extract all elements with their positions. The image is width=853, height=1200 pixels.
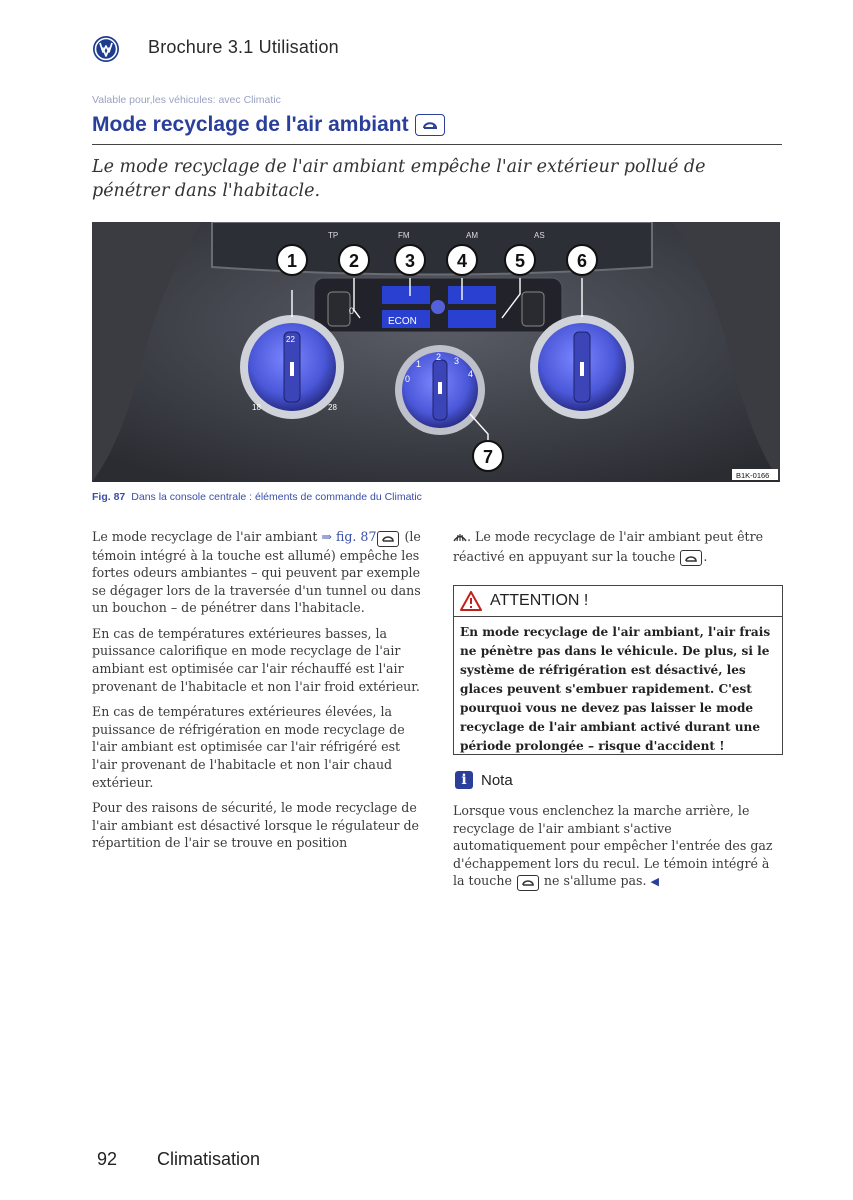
figure-code: B1K-0166 [736,471,770,480]
defrost-icon [453,530,467,548]
fan-level-label: 0 [405,374,411,384]
lead-paragraph: Le mode recyclage de l'air ambiant empêche l'air extérieur pollué de pénétrer dans l'habitacle. [92,157,706,201]
callout-5: 5 [514,251,526,271]
callout-3: 3 [404,251,416,271]
callout-6: 6 [576,251,588,271]
warning-box [453,585,783,755]
figure-reference-link[interactable]: ⇒ fig. 87 [321,529,377,544]
paragraph-text: (le témoin intégré à la touche est allumé) empêche les fortes odeurs ambiantes – qui peuvent par exemple se dégager lors de la traversée d'un tunnel ou dans un bouchon – de pénétrer dans l'habitacle. [92,529,421,616]
paragraph: En cas de températures extérieures basses, la puissance calorifique en mode recyclage de l'air ambiant est optimisée car l'air réchauffé est l'air provenant de l'habitacle et non l'air froid extérieur. [92,625,420,694]
temp-low-label: 18 [252,403,261,412]
temp-high-label: 28 [328,403,337,412]
paragraph-text: ne s'allume pas. [539,873,651,889]
chapter-title: Climatisation [157,1149,261,1169]
info-icon: i [455,771,473,789]
climatic-console-figure [92,222,780,482]
left-column [92,528,422,860]
warning-title: ATTENTION ! [490,592,589,609]
paragraph-text: . [703,548,708,564]
vw-logo-icon [92,35,120,63]
paragraph: Pour des raisons de sécurité, le mode recyclage de l'air ambiant est désactivé lorsque le régulateur de répartition de l'air se trouve en position [92,800,420,851]
callout-4: 4 [456,251,468,271]
section-title [92,113,445,137]
paragraph-text: . Le mode recyclage de l'air ambiant peut être réactivé en appuyant sur la touche [453,529,764,564]
warning-text: En mode recyclage de l'air ambiant, l'air frais ne pénètre pas dans le véhicule. De plus, si le système de réfrigération est désactivé, les glaces peuvent s'embuer rapidement. C'est pourquoi vous ne devez pas laisser le mode recyclage de l'air ambiant activé durant une période prolongée – risque d'accident ! [460,625,771,753]
callout-1: 1 [286,251,298,271]
radio-label: AM [466,231,478,240]
figure-caption-text: Dans la console centrale : éléments de commande du Climatic [131,491,422,503]
right-column [453,528,783,574]
paragraph [92,528,422,617]
fan-level-label: 1 [416,359,422,369]
radio-label: TP [328,231,339,240]
note-title: Nota [481,771,513,789]
fan-level-label: 3 [454,356,460,366]
air-recirculation-icon [680,550,702,566]
warning-triangle-icon [460,591,482,611]
note-text [453,802,783,899]
econ-label: ECON [388,316,417,327]
validity-note: Valable pour,les véhicules: avec Climatic [92,94,281,106]
temp-mid-label: 22 [286,335,295,344]
paragraph [453,528,783,566]
seat-heat-label: 0 [349,306,355,316]
paragraph [453,802,783,891]
note-header [455,771,513,789]
end-mark-icon: ◀ [650,875,659,889]
figure-number: Fig. 87 [92,491,126,503]
paragraph-text: Lorsque vous enclenchez la marche arrière, le recyclage de l'air ambiant s'active automatiquement pour empêcher l'entrée des gaz d'échappement lors du recul. Le témoin intégré à la touche [453,803,773,889]
air-recirculation-icon [377,531,399,547]
title-divider [92,144,782,145]
header-title: Brochure 3.1 Utilisation [148,37,339,57]
page-number: 92 [97,1149,118,1169]
paragraph-text: Le mode recyclage de l'air ambiant [92,529,322,544]
radio-label: FM [398,231,410,240]
callout-2: 2 [348,251,360,271]
paragraph: En cas de températures extérieures élevées, la puissance de réfrigération en mode recyclage de l'air ambiant est optimisée car l'air réfrigéré est l'air provenant de l'habitacle et non l'air chaud extérieur. [92,704,405,790]
fan-level-label: 4 [468,369,474,379]
air-recirculation-icon [517,875,539,891]
callout-7: 7 [482,447,494,467]
fan-level-label: 2 [436,352,442,362]
air-recirculation-icon [415,114,445,136]
radio-label: AS [534,231,545,240]
figure-caption [92,491,422,503]
section-title-text: Mode recyclage de l'air ambiant [92,113,409,136]
warning-header [454,586,782,617]
